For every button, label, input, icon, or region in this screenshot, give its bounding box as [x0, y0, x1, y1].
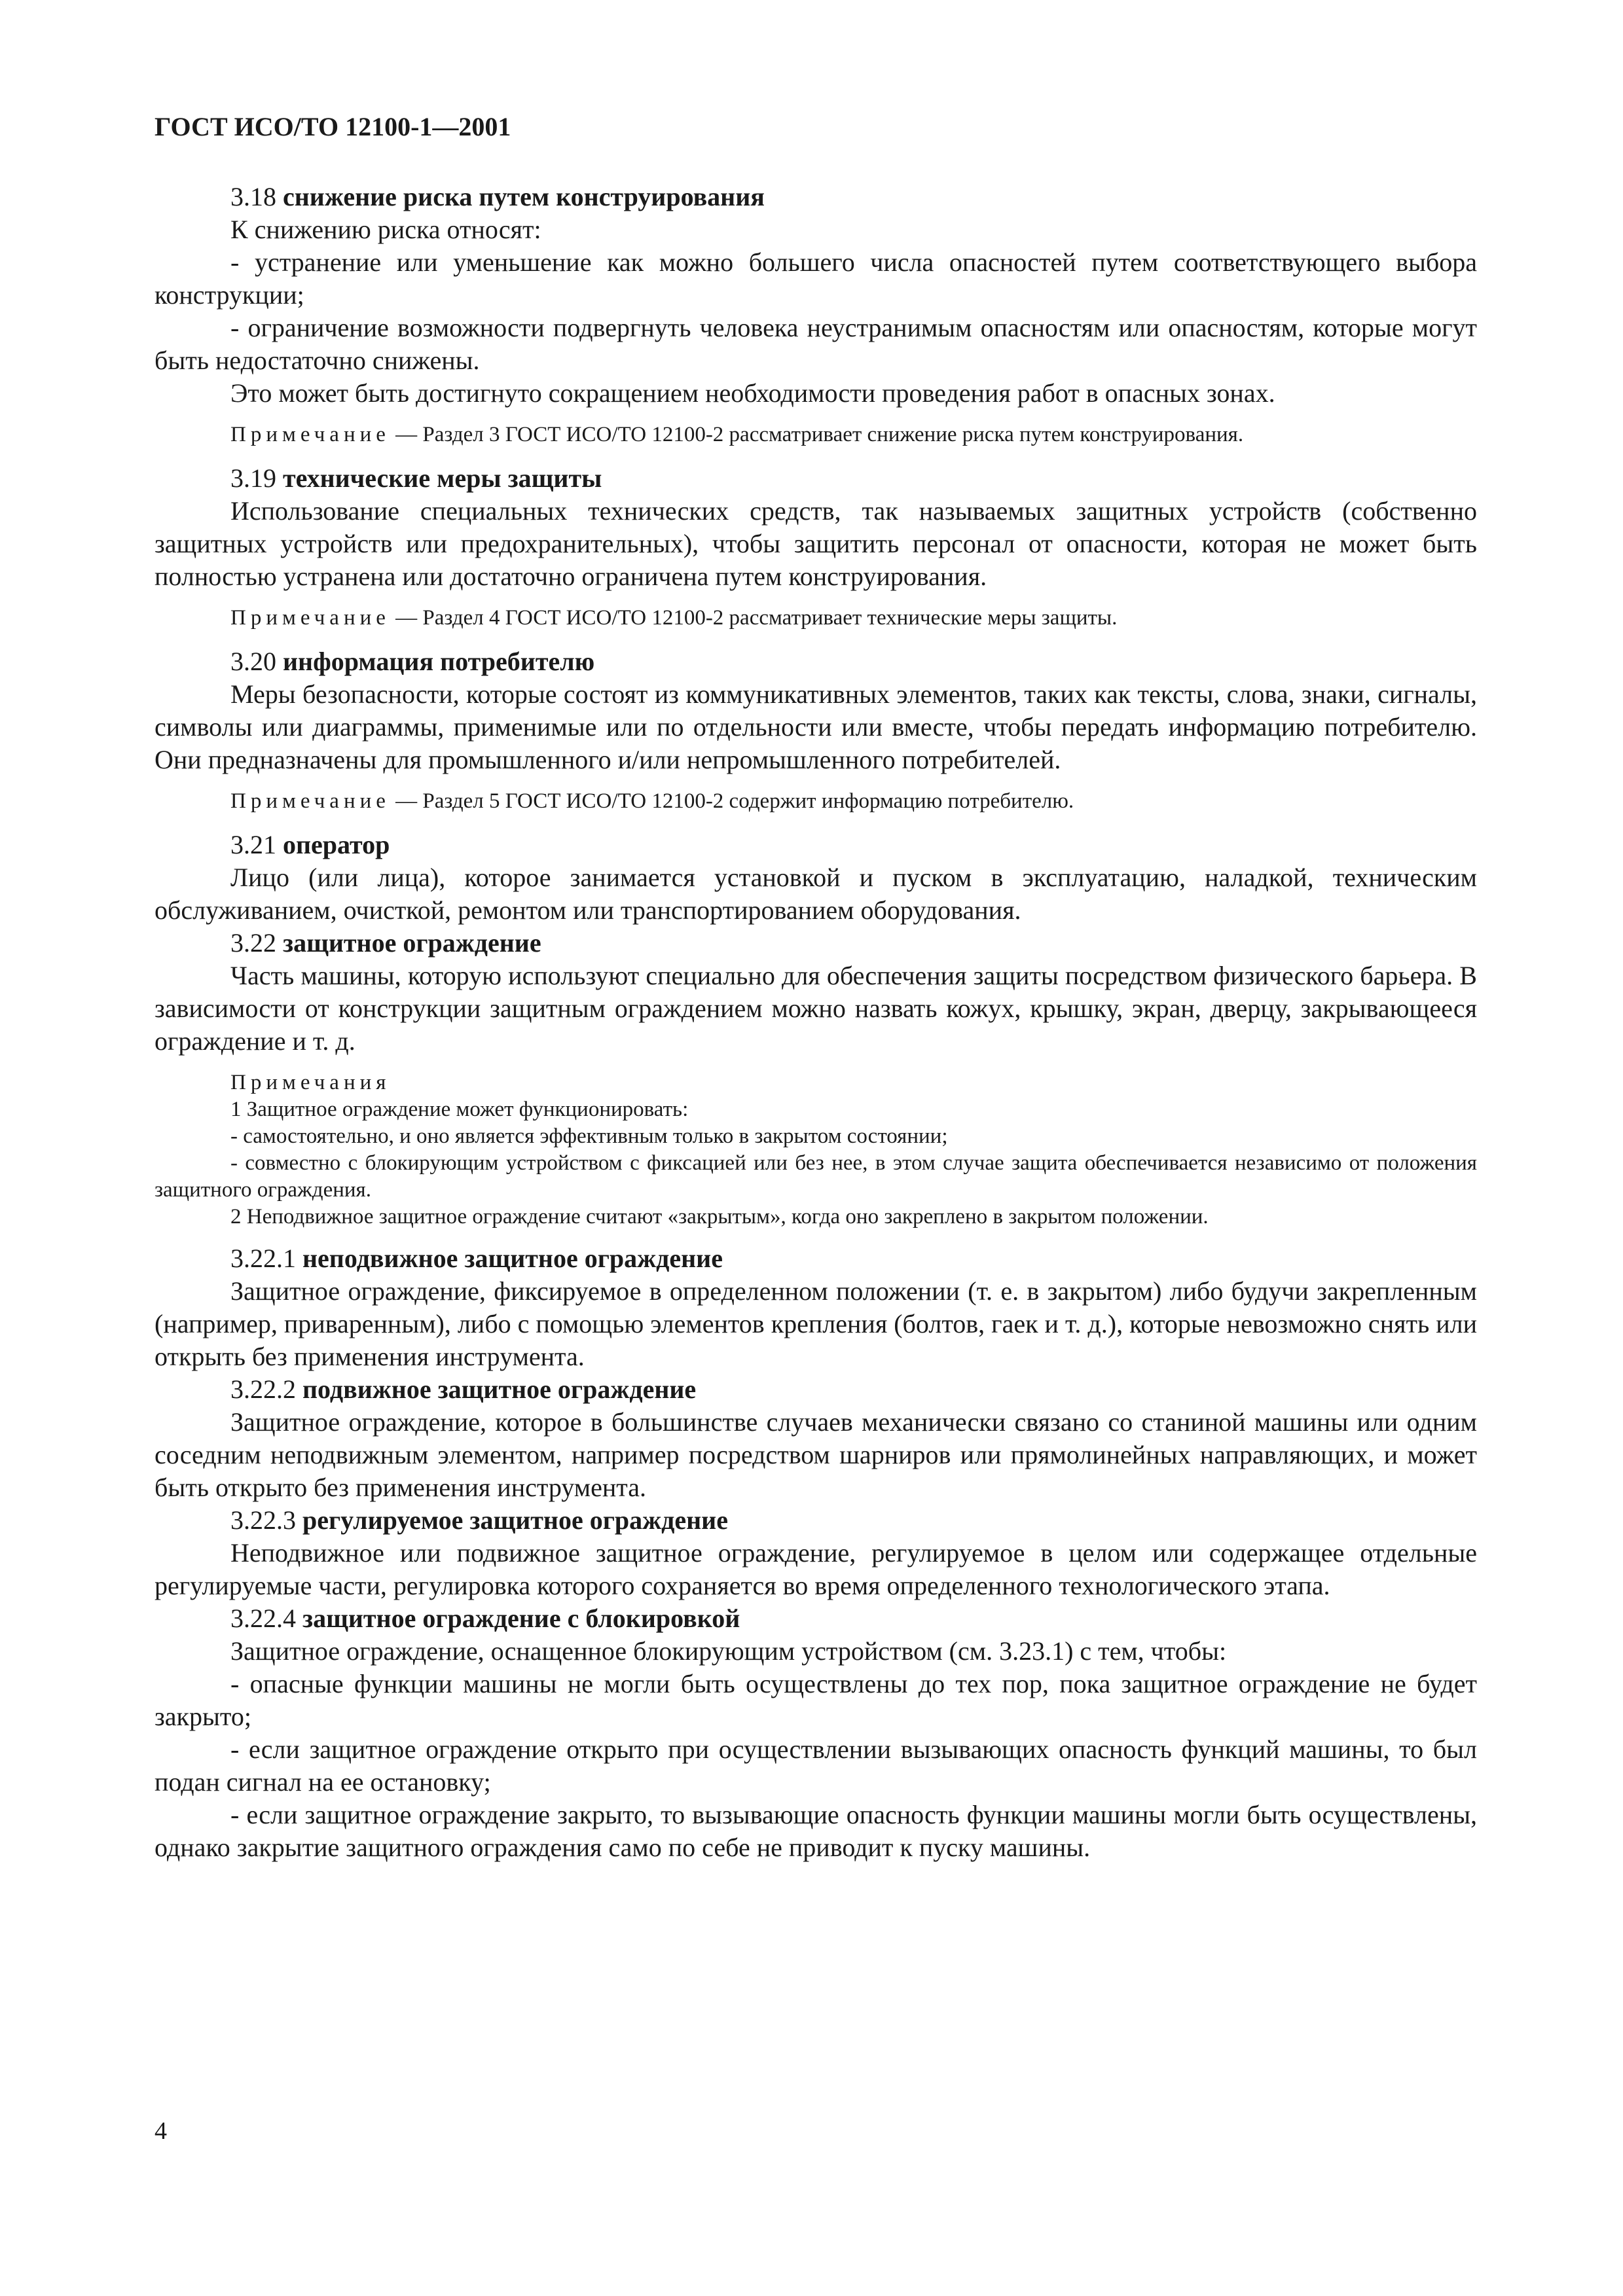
- paragraph: Это может быть достигнуто сокращением необходимости проведения работ в опасных зонах.: [230, 378, 1275, 408]
- term-title: неподвижное защитное ограждение: [302, 1244, 723, 1273]
- term-heading: [155, 829, 1477, 861]
- section-3-20: [155, 645, 1477, 816]
- term-heading: [155, 1373, 1477, 1406]
- term-title: информация потребителю: [283, 647, 595, 676]
- paragraph: Неподвижное или подвижное защитное ограждение, регулируемое в целом или содержащее отдельные регулируемые части, регулировка которого сохраняется во время определенного технологического этапа.: [155, 1538, 1477, 1600]
- term-number: 3.22.2: [230, 1374, 296, 1404]
- notes-block: [155, 1069, 1477, 1230]
- term-heading: [155, 1504, 1477, 1537]
- paragraph: Меры безопасности, которые состоят из коммуникативных элементов, таких как тексты, слова, знаки, сигналы, символы или диаграммы, применимые или по отдельности или вместе, чтобы передать информацию потребителю. Они предназначены для промышленного и/или непромышленного потребителей.: [155, 679, 1477, 774]
- note-label: Примечание: [230, 789, 390, 813]
- term-number: 3.22: [230, 928, 276, 958]
- list-item: - опасные функции машины не могли быть осуществлены до тех пор, пока защитное ограждение не будет закрыто;: [155, 1669, 1477, 1731]
- note-item: - самостоятельно, и оно является эффективным только в закрытом состоянии;: [230, 1124, 948, 1148]
- section-3-19: [155, 462, 1477, 632]
- term-title: подвижное защитное ограждение: [302, 1374, 697, 1404]
- document-code-header: ГОСТ ИСО/ТО 12100-1—2001: [155, 112, 511, 141]
- term-title: защитное ограждение с блокировкой: [302, 1604, 740, 1633]
- note: [155, 420, 1477, 449]
- note-item: 2 Неподвижное защитное ограждение считают «закрытым», когда оно закреплено в закрытом положении.: [230, 1205, 1209, 1229]
- note-label: Примечание: [230, 606, 390, 630]
- note-label: Примечание: [230, 423, 390, 446]
- term-title: технические меры защиты: [283, 463, 602, 493]
- list-item: - ограничение возможности подвергнуть человека неустранимым опасностям или опасностям, которые могут быть недостаточно снижены.: [155, 313, 1477, 375]
- paragraph: Защитное ограждение, фиксируемое в определенном положении (т. е. в закрытом) либо будучи закрепленным (например, приваренным), либо с помощью элементов крепления (болтов, гаек и т. д.), которые невозможно снять или открыть без применения инструмента.: [155, 1276, 1477, 1371]
- term-title: защитное ограждение: [283, 928, 541, 958]
- list-item: - устранение или уменьшение как можно большего числа опасностей путем соответствующего выбора конструкции;: [155, 247, 1477, 310]
- term-title: регулируемое защитное ограждение: [302, 1505, 728, 1535]
- section-3-22: [155, 927, 1477, 1230]
- term-number: 3.22.4: [230, 1604, 296, 1633]
- paragraph: Защитное ограждение, оснащенное блокирующим устройством (см. 3.23.1) с тем, чтобы:: [230, 1636, 1227, 1666]
- note-text: — Раздел 3 ГОСТ ИСО/ТО 12100-2 рассматривает снижение риска путем конструирования.: [390, 423, 1244, 446]
- term-number: 3.20: [230, 647, 276, 676]
- paragraph: Использование специальных технических средств, так называемых защитных устройств (собственно защитных устройств или предохранительных), чтобы защитить персонал от опасности, которая не может быть полностью устранена или достаточно ограничена путем конструирования.: [155, 496, 1477, 591]
- term-heading: [155, 1602, 1477, 1635]
- paragraph: Лицо (или лица), которое занимается установкой и пуском в эксплуатацию, наладкой, техническим обслуживанием, очисткой, ремонтом или транспортированием оборудования.: [155, 863, 1477, 925]
- section-3-18: [155, 181, 1477, 449]
- notes-heading: [155, 1069, 1477, 1096]
- note: [155, 787, 1477, 816]
- term-heading: [155, 1242, 1477, 1275]
- section-3-22-4: [155, 1602, 1477, 1864]
- document-page: [155, 111, 1477, 1864]
- term-number: 3.18: [230, 182, 276, 211]
- paragraph: Часть машины, которую используют специально для обеспечения защиты посредством физического барьера. В зависимости от конструкции защитным ограждением можно назвать кожух, крышку, экран, дверцу, закрывающееся ограждение и т. д.: [155, 961, 1477, 1056]
- note-text: — Раздел 4 ГОСТ ИСО/ТО 12100-2 рассматривает технические меры защиты.: [390, 606, 1118, 630]
- section-3-21: [155, 829, 1477, 927]
- note-text: — Раздел 5 ГОСТ ИСО/ТО 12100-2 содержит информацию потребителю.: [390, 789, 1074, 813]
- notes-heading-text: Примечания: [230, 1071, 391, 1094]
- term-title: снижение риска путем конструирования: [283, 182, 765, 211]
- note-item: - совместно с блокирующим устройством с фиксацией или без нее, в этом случае защита обеспечивается независимо от положения защитного ограждения.: [155, 1151, 1477, 1202]
- paragraph: К снижению риска относят:: [230, 215, 541, 244]
- term-number: 3.22.3: [230, 1505, 296, 1535]
- term-number: 3.21: [230, 830, 276, 859]
- note-item: 1 Защитное ограждение может функционировать:: [230, 1098, 689, 1121]
- paragraph: Защитное ограждение, которое в большинстве случаев механически связано со станиной машины или одним соседним неподвижным элементом, например посредством шарниров или прямолинейных направляющих, и может быть открыто без применения инструмента.: [155, 1407, 1477, 1502]
- list-item: - если защитное ограждение открыто при осуществлении вызывающих опасность функций машины, то был подан сигнал на ее остановку;: [155, 1734, 1477, 1797]
- note: [155, 603, 1477, 632]
- section-3-22-1: [155, 1242, 1477, 1373]
- term-title: оператор: [283, 830, 390, 859]
- term-heading: [155, 645, 1477, 678]
- term-heading: [155, 927, 1477, 960]
- list-item: - если защитное ограждение закрыто, то вызывающие опасность функции машины могли быть осуществлены, однако закрытие защитного ограждения само по себе не приводит к пуску машины.: [155, 1800, 1477, 1862]
- term-number: 3.22.1: [230, 1244, 296, 1273]
- section-3-22-2: [155, 1373, 1477, 1504]
- term-number: 3.19: [230, 463, 276, 493]
- term-heading: [155, 462, 1477, 495]
- page-number: 4: [155, 2117, 167, 2145]
- section-3-22-3: [155, 1504, 1477, 1602]
- term-heading: [155, 181, 1477, 213]
